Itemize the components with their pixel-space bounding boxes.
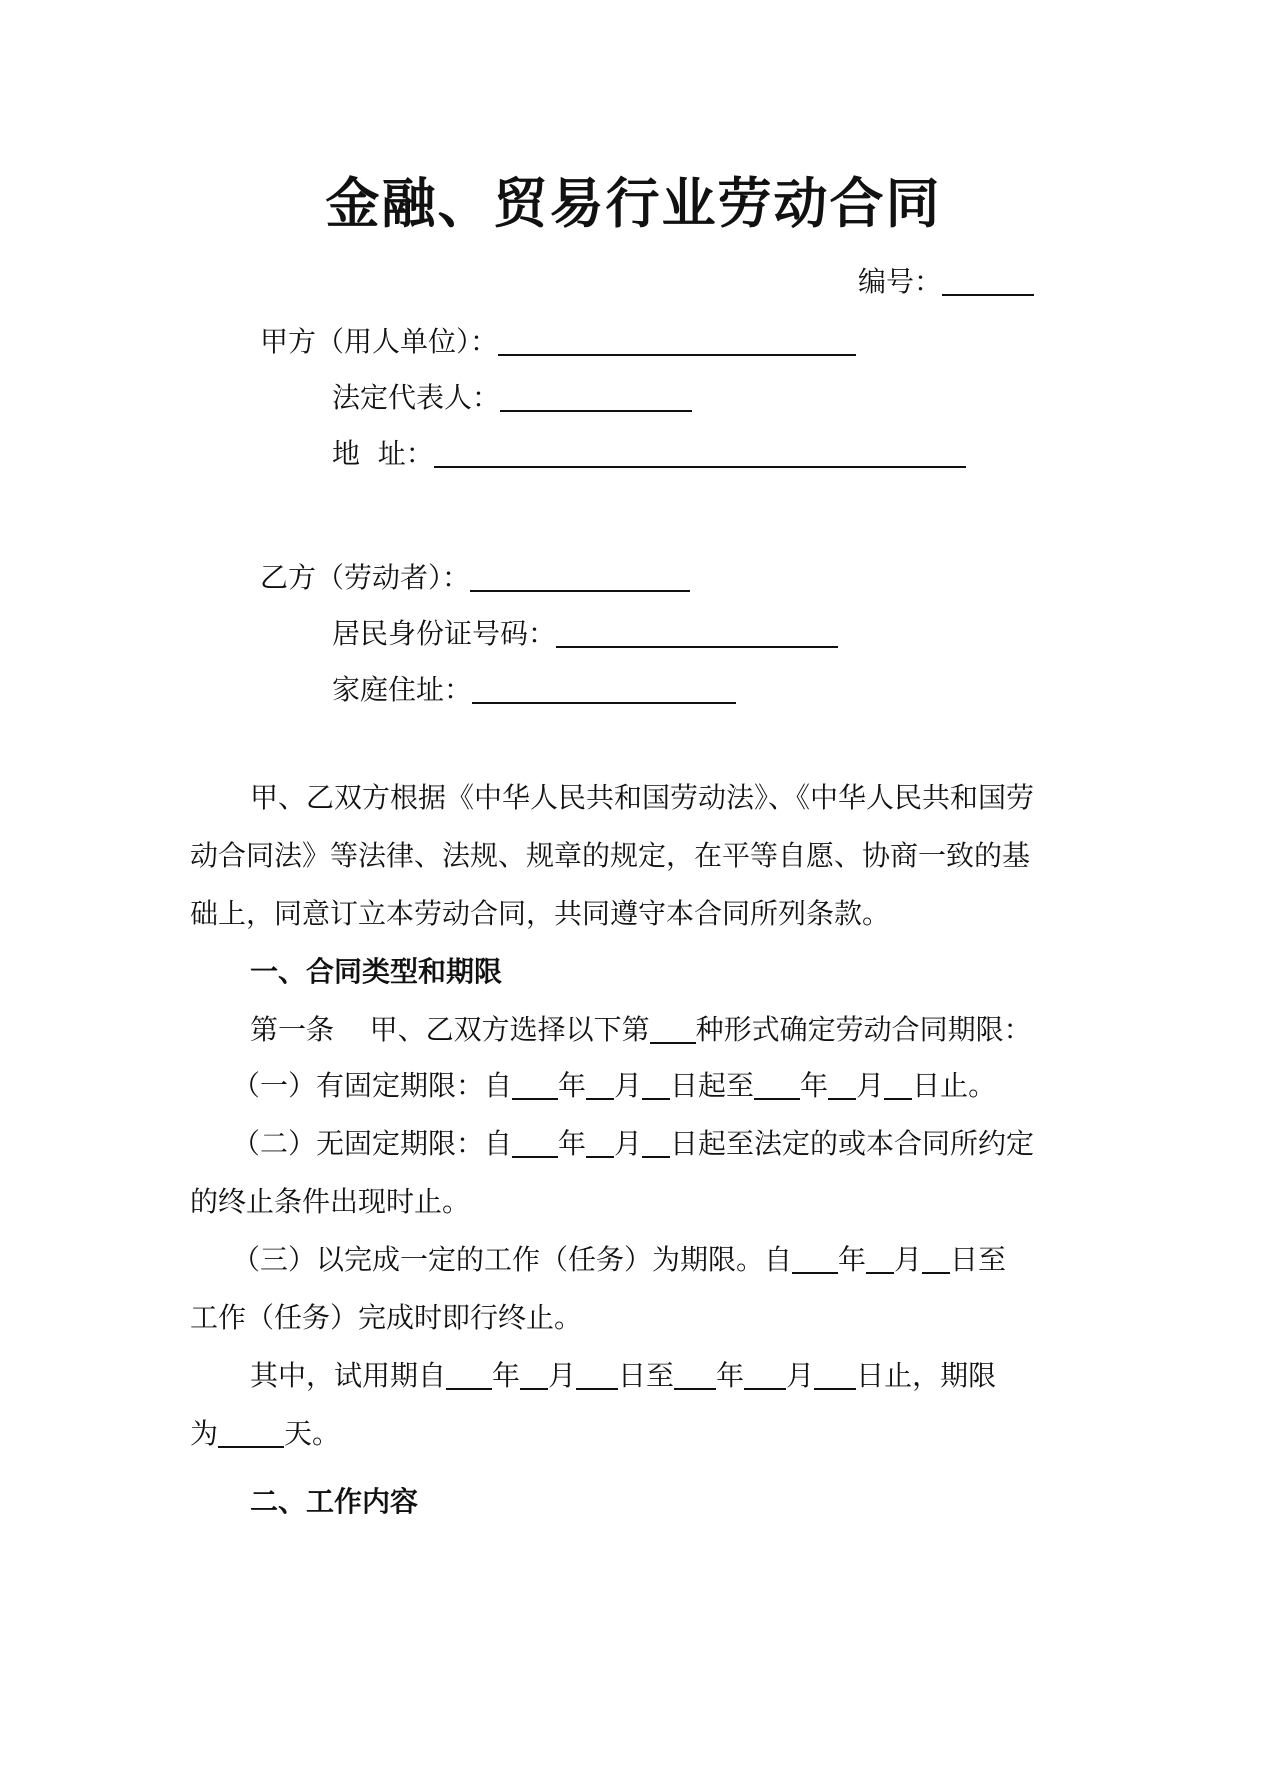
day-to-unit: 日至 [950,1243,1007,1276]
party-a-row [260,322,856,362]
month-unit: 月 [614,1127,643,1160]
option-1-end-day-blank[interactable] [884,1068,912,1100]
option-2-start-year-blank[interactable] [512,1126,558,1158]
option-2-start-month-blank[interactable] [586,1126,614,1158]
option-1-start-month-blank[interactable] [586,1068,614,1100]
legal-rep-label: 法定代表人： [332,381,501,414]
address-blank[interactable] [434,436,966,468]
id-number-blank[interactable] [556,616,838,648]
year-unit: 年 [800,1069,829,1102]
probation-line-2-text-b: 天。 [284,1417,341,1450]
option-1-start-day-blank[interactable] [642,1068,670,1100]
article-1-line [250,1010,1032,1050]
legal-rep-row [332,378,692,418]
document-title: 金融、贸易行业劳动合同 [325,171,942,235]
section-2-heading: 二、工作内容 [250,1485,419,1518]
id-number-label: 居民身份证号码： [332,617,557,650]
party-b-label: 乙方（劳动者）： [260,561,471,594]
probation-end-month-blank[interactable] [744,1358,786,1390]
option-3-start-year-blank[interactable] [792,1242,838,1274]
option-3-start-day-blank[interactable] [922,1242,950,1274]
year-unit: 年 [716,1359,745,1392]
party-a-blank[interactable] [498,324,856,356]
article-1-text-b: 种形式确定劳动合同期限： [695,1013,1032,1046]
section-1-heading: 一、合同类型和期限 [250,955,503,988]
party-a-label: 甲方（用人单位）： [260,325,499,358]
home-address-blank[interactable] [472,672,736,704]
preamble-line-3: 础上，同意订立本劳动合同，共同遵守本合同所列条款。 [190,897,891,930]
year-unit: 年 [558,1127,587,1160]
id-number-row [332,614,838,654]
legal-rep-blank[interactable] [500,380,692,412]
serial-number-label: 编号： [858,265,943,298]
month-unit: 月 [894,1243,923,1276]
probation-start-day-blank[interactable] [576,1358,618,1390]
month-unit: 月 [786,1359,815,1392]
option-2-text: （二）无固定期限：自 [232,1127,513,1160]
probation-days-blank[interactable] [218,1416,284,1448]
option-2-start-day-blank[interactable] [642,1126,670,1158]
option-3-line-2: 工作（任务）完成时即行终止。 [190,1301,583,1334]
article-1-text-a: 第一条 甲、乙双方选择以下第 [250,1013,650,1046]
probation-tail: 日止，期限 [856,1359,997,1392]
probation-line [250,1356,996,1396]
month-unit: 月 [548,1359,577,1392]
option-1-line [232,1066,996,1106]
option-2-tail: 日起至法定的或本合同所约定 [670,1127,1035,1160]
option-3-text: （三）以完成一定的工作（任务）为期限。自 [232,1243,793,1276]
option-1-start-year-blank[interactable] [512,1068,558,1100]
option-2-line-2: 的终止条件出现时止。 [190,1185,471,1218]
probation-line-2-text-a: 为 [190,1417,219,1450]
option-1-end-month-blank[interactable] [828,1068,856,1100]
option-1-text: （一）有固定期限：自 [232,1069,513,1102]
serial-number-row [858,262,1034,302]
address-label: 地 址： [332,437,434,470]
home-address-label: 家庭住址： [332,673,473,706]
option-2-line [232,1124,1034,1164]
day-to-unit: 日至 [618,1359,675,1392]
party-b-row [260,558,690,598]
month-unit: 月 [856,1069,885,1102]
serial-number-blank[interactable] [942,264,1034,296]
day-from-unit: 日起至 [670,1069,755,1102]
home-address-row [332,670,736,710]
probation-end-day-blank[interactable] [814,1358,856,1390]
option-1-end-year-blank[interactable] [754,1068,800,1100]
form-choice-blank[interactable] [650,1012,696,1044]
probation-line-2 [190,1414,340,1454]
probation-end-year-blank[interactable] [674,1358,716,1390]
year-unit: 年 [838,1243,867,1276]
year-unit: 年 [492,1359,521,1392]
month-unit: 月 [614,1069,643,1102]
preamble-line-1: 甲、乙双方根据《中华人民共和国劳动法》、《中华人民共和国劳 [250,781,1035,814]
probation-start-month-blank[interactable] [520,1358,548,1390]
probation-text: 其中，试用期自 [250,1359,447,1392]
year-unit: 年 [558,1069,587,1102]
option-3-line [232,1240,1006,1280]
preamble-line-2: 动合同法》等法律、法规、规章的规定，在平等自愿、协商一致的基 [190,839,1031,872]
party-b-blank[interactable] [470,560,690,592]
day-end-unit: 日止。 [912,1069,997,1102]
option-3-start-month-blank[interactable] [866,1242,894,1274]
probation-start-year-blank[interactable] [446,1358,492,1390]
address-row [332,434,966,474]
